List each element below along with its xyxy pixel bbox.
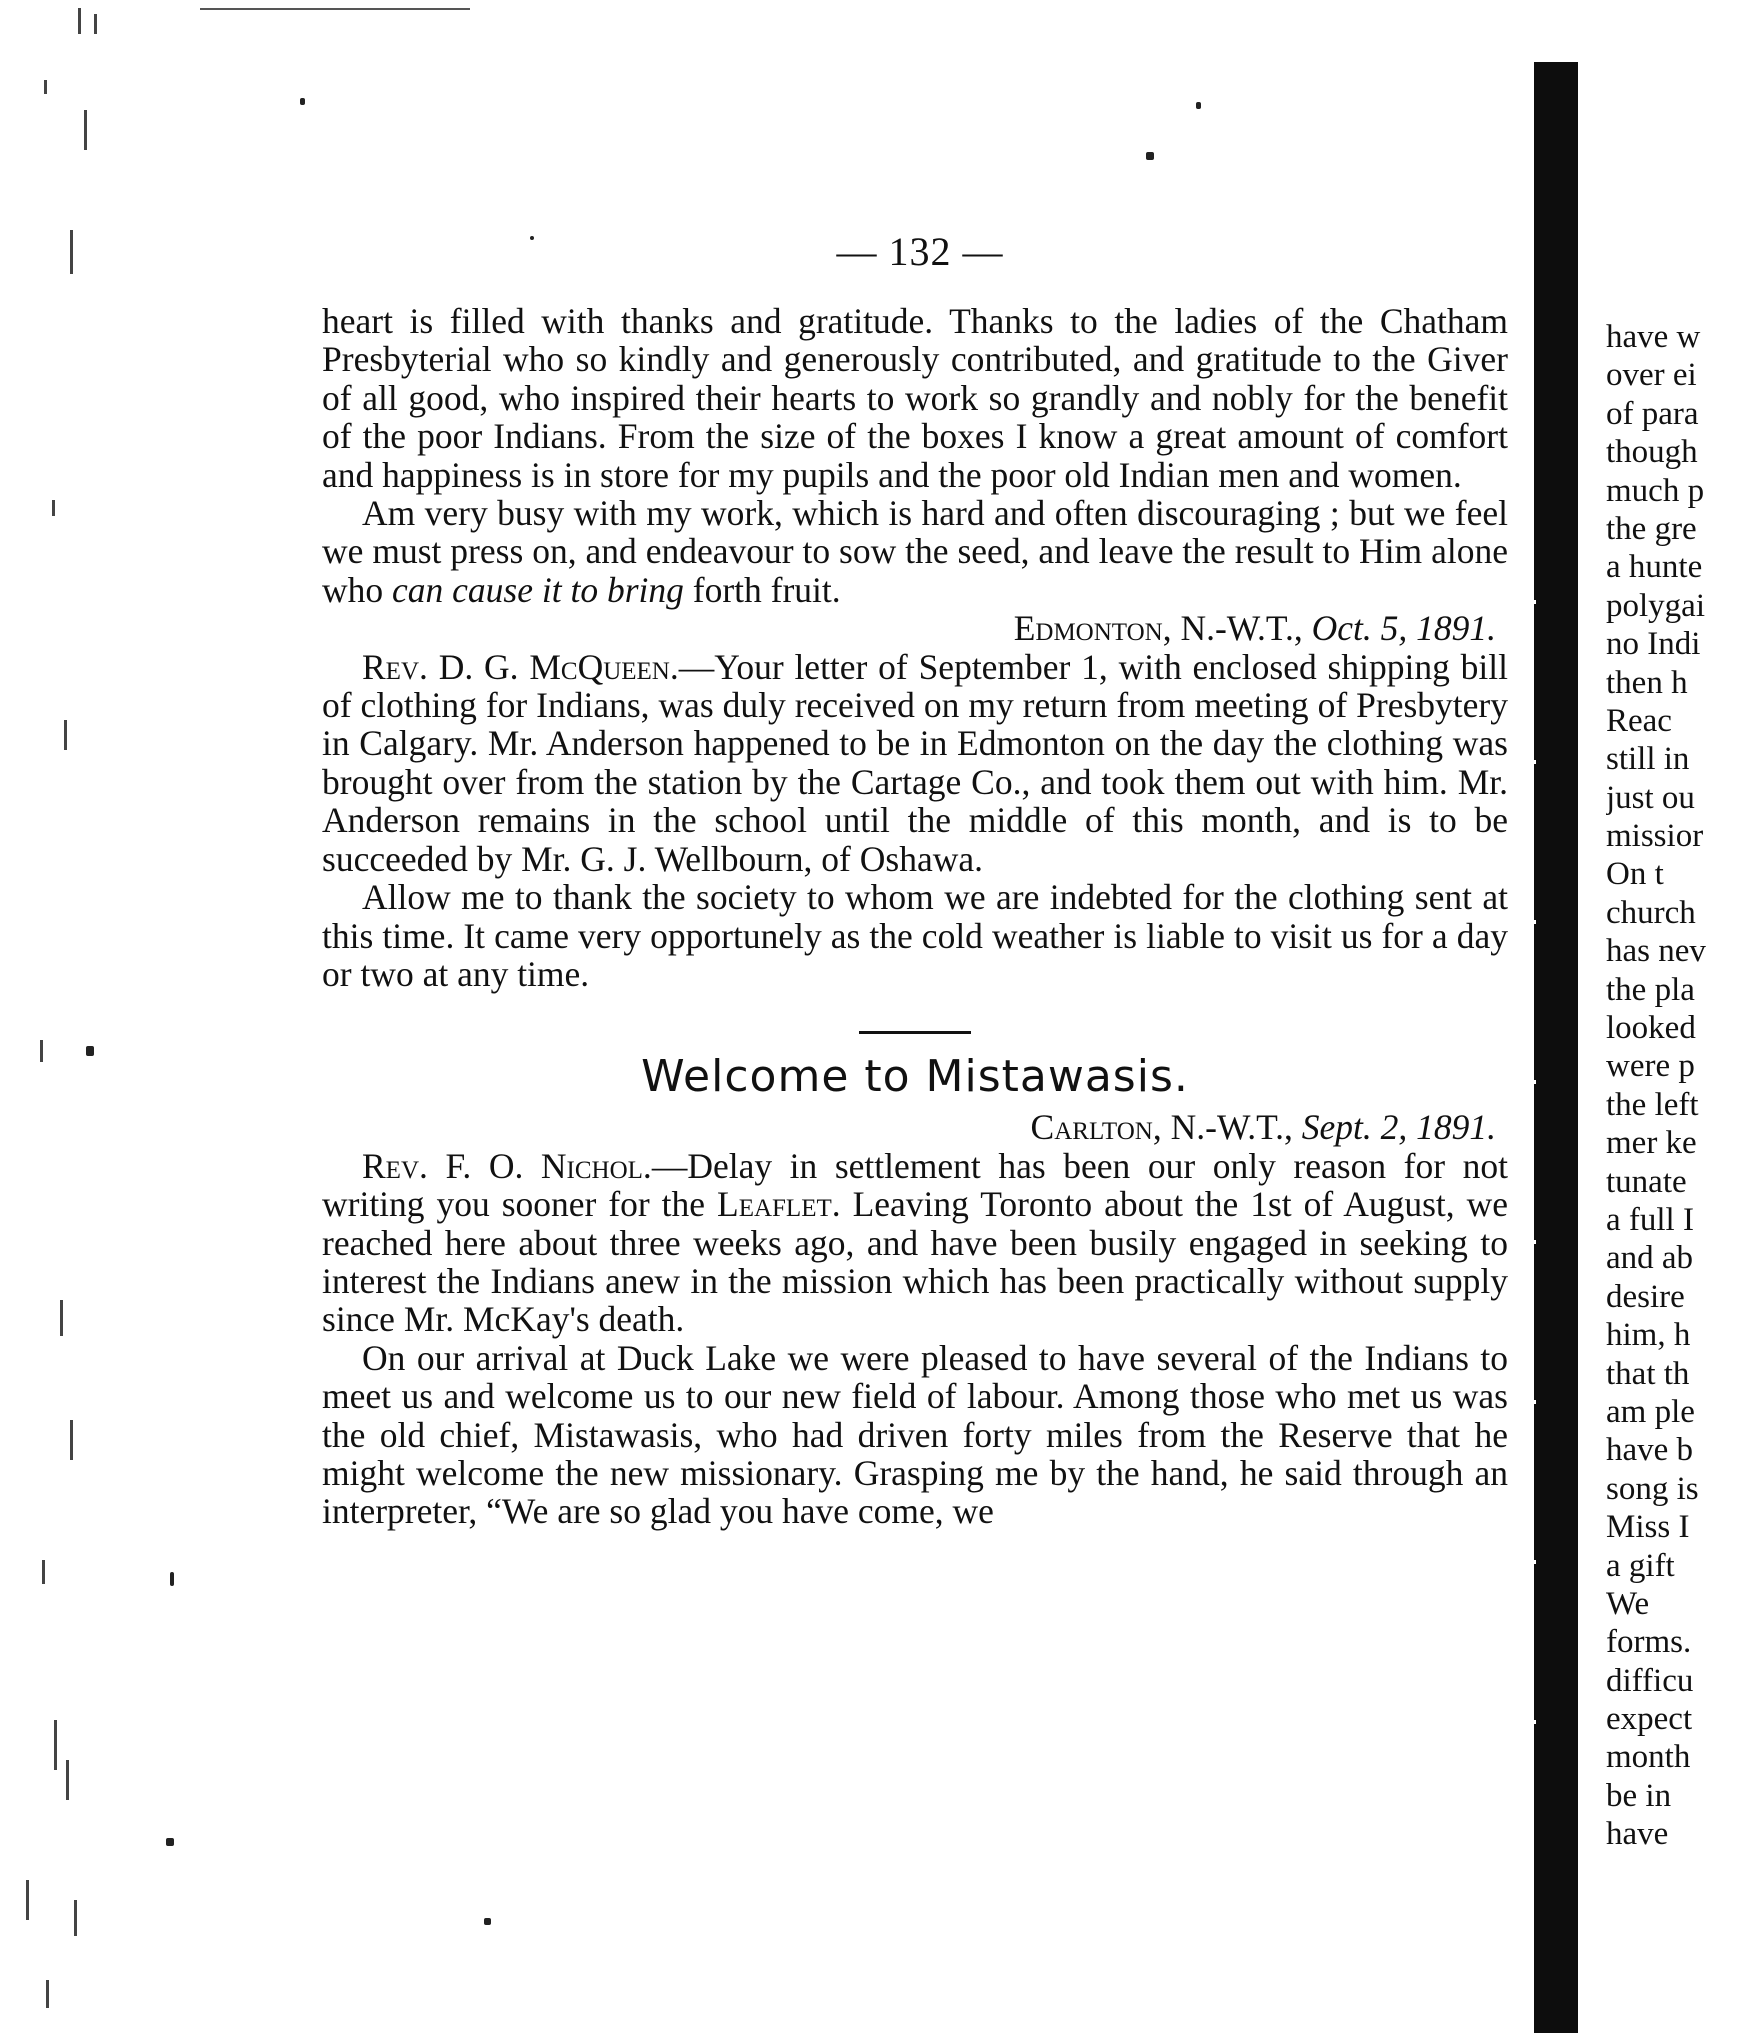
edge-dot [1530, 1720, 1536, 1724]
adjacent-page-column [1606, 318, 1738, 1854]
ink-speck [166, 1838, 174, 1846]
ink-speck [484, 1918, 491, 1925]
adjacent-line-fragment: him, h [1606, 1317, 1691, 1354]
gutter-mark [84, 110, 87, 150]
adjacent-line-fragment: has nev [1606, 933, 1706, 970]
adjacent-line-fragment: forms. [1606, 1624, 1692, 1661]
edge-dot [1530, 1560, 1536, 1564]
paragraph-text: Am very busy with my work, which is hard and often discouraging ; but we feel we must press on, and endeavour to sow the seed, and leave the result to Him alone who [322, 493, 1508, 610]
dateline-date: Sept. 2, 1891. [1301, 1107, 1496, 1148]
gutter-mark [26, 1880, 29, 1920]
gutter-mark [42, 1560, 45, 1584]
edge-dot [1530, 600, 1536, 604]
scan-gutter-noise [0, 0, 260, 2033]
gutter-mark [40, 1040, 43, 1062]
ink-speck [170, 1572, 174, 1586]
adjacent-line-fragment: much p [1606, 472, 1705, 509]
letter-speaker: Rev. D. G. McQueen. [362, 646, 679, 687]
ink-speck [1146, 152, 1154, 160]
gutter-mark [70, 1420, 73, 1460]
gutter-mark [44, 80, 47, 94]
body-paragraph: On our arrival at Duck Lake we were pleased to have several of the Indians to meet us and welcome us to our new field of labour. Among those who met us was the old chief, Mistawasis, who had driven forty miles from the Reserve that he might welcome the new missionary. Grasping me by the hand, he said through an interpreter, “We are so glad you have come, we [322, 1337, 1508, 1532]
adjacent-line-fragment: a gift [1606, 1547, 1675, 1584]
adjacent-line-fragment: a hunte [1606, 549, 1703, 586]
adjacent-line-fragment: difficu [1606, 1662, 1694, 1699]
adjacent-line-fragment: month [1606, 1739, 1691, 1776]
letter-paragraph [322, 648, 1508, 878]
edge-dot [1530, 1400, 1536, 1404]
gutter-mark [66, 1760, 69, 1800]
edge-dot [1530, 1080, 1536, 1084]
adjacent-line-fragment: though [1606, 434, 1698, 471]
section-divider [859, 1031, 971, 1034]
scan-top-rule [200, 8, 470, 10]
adjacent-line-fragment: the gre [1606, 510, 1697, 547]
ink-speck [86, 1046, 94, 1056]
adjacent-line-fragment: am ple [1606, 1393, 1695, 1430]
letter-body: —Delay in settlement has been our only reason for not writing you sooner for the [322, 1145, 1509, 1225]
section-title: Welcome to Mistawasis. [641, 1051, 1189, 1103]
adjacent-line-fragment: still in [1606, 741, 1690, 778]
adjacent-line-fragment: the left [1606, 1086, 1699, 1123]
letter-body: —Your letter of September 1, with enclosed shipping bill of clothing for Indians, was duly received on my return from meeting of Presbytery in Calgary. Mr. Anderson happened to be in Edmonton on the day the clothing was brought over from the station by the Cartage Co., and took them out with him. Mr. Anderson remains in the school until the middle of this month, and is to be succeeded by Mr. G. J. Wellbourn, of Oshawa. [322, 646, 1508, 879]
adjacent-line-fragment: have [1606, 1816, 1669, 1853]
adjacent-line-fragment: polygai [1606, 587, 1705, 624]
gutter-mark [60, 1300, 63, 1336]
adjacent-line-fragment: missior [1606, 818, 1704, 855]
adjacent-line-fragment: then h [1606, 664, 1688, 701]
adjacent-line-fragment: were p [1606, 1048, 1695, 1085]
gutter-mark [52, 500, 55, 516]
adjacent-line-fragment: Miss I [1606, 1509, 1690, 1546]
carlton-dateline [322, 1108, 1508, 1146]
letter-body: Leaving Toronto about the 1st of August, we reached here about three weeks ago, and have been busily engaged in seeking to interest the Indians anew in the mission which has been practically without supply since Mr. McKay's death. [322, 1184, 1508, 1340]
adjacent-line-fragment: the pla [1606, 971, 1695, 1008]
edge-dot [1530, 1240, 1536, 1244]
adjacent-line-fragment: a full I [1606, 1201, 1694, 1238]
gutter-mark [78, 8, 81, 34]
adjacent-line-fragment: We [1606, 1585, 1650, 1622]
binding-edge-noise [1530, 0, 1540, 2033]
page-number: — 132 — [836, 229, 1004, 274]
ink-speck [300, 98, 305, 105]
main-text-column [322, 302, 1508, 1531]
edmonton-dateline [322, 609, 1508, 647]
adjacent-line-fragment: desire [1606, 1278, 1685, 1315]
adjacent-line-fragment: be in [1606, 1777, 1672, 1814]
body-paragraph [322, 494, 1508, 609]
letter-speaker: Rev. F. O. Nichol. [362, 1145, 652, 1186]
adjacent-line-fragment: have b [1606, 1432, 1694, 1469]
adjacent-line-fragment: over ei [1606, 357, 1697, 394]
adjacent-line-fragment: and ab [1606, 1240, 1694, 1277]
italic-phrase: can cause it to bring [392, 569, 684, 610]
body-paragraph: Allow me to thank the society to whom we are indebted for the clothing sent at this time. It came very opportunely as the cold weather is liable to visit us for a day or two at any time. [322, 877, 1508, 994]
ink-speck [1196, 102, 1201, 109]
dateline-date: Oct. 5, 1891. [1311, 608, 1496, 649]
gutter-mark [64, 720, 67, 750]
gutter-mark [46, 1980, 49, 2008]
letter-paragraph [322, 1147, 1508, 1339]
dateline-place: Edmonton, N.-W.T., [1013, 608, 1312, 649]
edge-dot [1530, 760, 1536, 764]
adjacent-line-fragment: mer ke [1606, 1125, 1697, 1162]
edge-dot [1530, 920, 1536, 924]
adjacent-line-fragment: song is [1606, 1470, 1699, 1507]
gutter-mark [74, 1900, 77, 1936]
adjacent-line-fragment: just ou [1606, 779, 1695, 816]
adjacent-line-fragment: that th [1606, 1355, 1690, 1392]
adjacent-line-fragment: tunate [1606, 1163, 1687, 1200]
gutter-mark [54, 1720, 57, 1770]
adjacent-line-fragment: On t [1606, 856, 1664, 893]
adjacent-line-fragment: no Indi [1606, 626, 1701, 663]
binding-shadow [1534, 62, 1578, 2033]
paragraph-text: forth fruit. [683, 569, 841, 610]
adjacent-line-fragment: have w [1606, 319, 1701, 355]
body-paragraph: heart is filled with thanks and gratitude. Thanks to the ladies of the Chatham Presbyterial who so kindly and generously contributed, and gratitude to the Giver of all good, who inspired their hearts to work so grandly and nobly for the benefit of the poor Indians. From the size of the boxes I know a great amount of comfort and happiness is in store for my pupils and the poor old Indian men and women. [322, 301, 1508, 495]
adjacent-line-fragment: expect [1606, 1701, 1693, 1738]
adjacent-line-fragment: Reac [1606, 702, 1672, 739]
leaflet-name: Leaflet. [717, 1184, 841, 1225]
adjacent-line-fragment: church [1606, 894, 1696, 931]
gutter-mark [94, 14, 97, 34]
adjacent-line-fragment: looked [1606, 1010, 1696, 1047]
dateline-place: Carlton, N.-W.T., [1030, 1107, 1302, 1148]
adjacent-line-fragment: of para [1606, 395, 1699, 432]
